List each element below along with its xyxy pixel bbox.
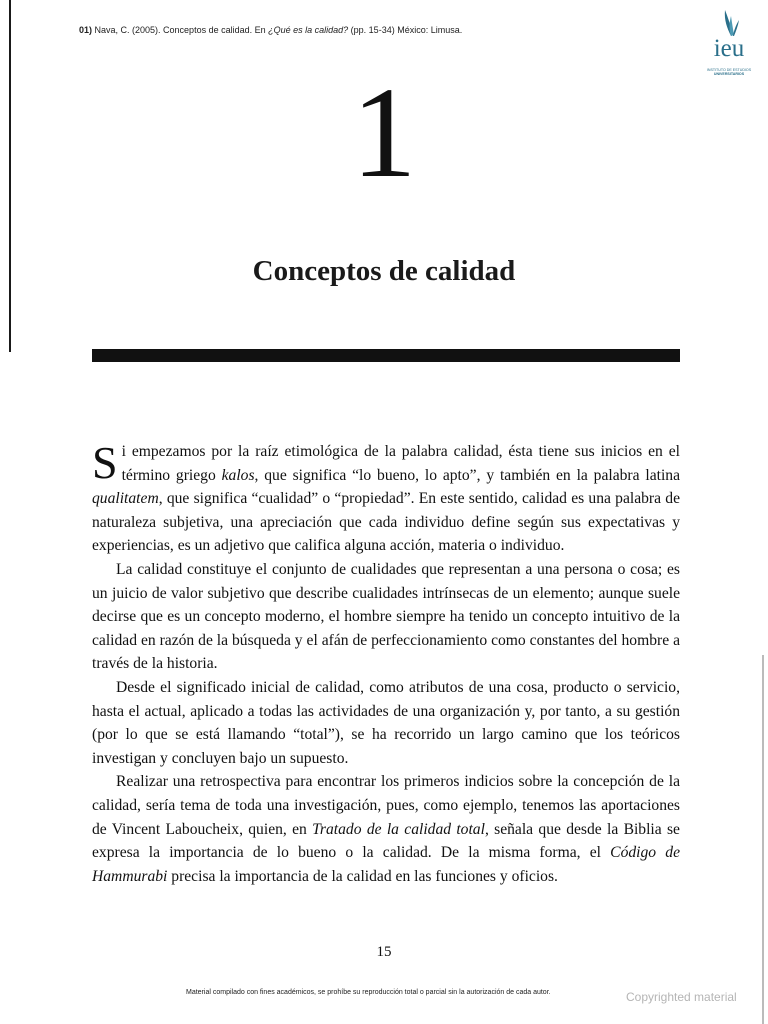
paragraph-1 xyxy=(92,437,681,558)
logo-subtitle-line1: INSTITUTO DE ESTUDIOS xyxy=(706,68,752,72)
drop-cap: S xyxy=(92,437,118,488)
citation-book-title: ¿Qué es la calidad? xyxy=(268,25,349,35)
term-kalos: kalos xyxy=(221,466,255,484)
paragraph-3: Desde el significado inicial de calidad, como atributos de una cosa, producto o servicio, hasta el actual, aplicado a todas las actividades de una organización y, por tanto, a su gestión (por lo que se está llamando “total”), se ha recorrido un largo camino que los teóricos investigan y concluyen bajo un supuesto. xyxy=(92,678,680,767)
paragraph-4 xyxy=(92,770,680,888)
body-text xyxy=(92,437,681,888)
citation-header xyxy=(79,25,679,35)
book-title-tratado: Tratado de la calidad total xyxy=(312,820,485,838)
logo-wordmark: ieu xyxy=(713,35,745,62)
title-rule xyxy=(92,349,680,362)
book-title-codigo: Código de Hammurabi xyxy=(92,844,680,885)
term-qualitatem: qualitatem xyxy=(92,490,159,508)
paragraph-4-part-b: , señala que desde la Biblia se expresa la importancia de lo bueno o la calidad. De la misma forma, el xyxy=(92,820,680,862)
citation-text: Nava, C. (2005). Conceptos de calidad. En xyxy=(92,25,269,35)
footer-note: Material compilado con fines académicos, se prohíbe su reproducción total o parcial sin la autorización de cada autor. xyxy=(186,989,551,996)
wing-icon xyxy=(700,8,758,38)
paragraph-1-part-c: , que significa “cualidad” o “propiedad”. En este sentido, calidad es una palabra de naturaleza subjetiva, una apreciación que cada individuo define según sus expectativas y experiencias, es un adjetivo que califica alguna acción, materia o individuo. xyxy=(92,490,680,555)
logo-subtitle-line2: UNIVERSITARIOS xyxy=(713,72,745,77)
chapter-number: 1 xyxy=(351,61,417,205)
chapter-title: Conceptos de calidad xyxy=(252,255,516,287)
paragraph-2: La calidad constituye el conjunto de cualidades que representan a una persona o cosa; es un juicio de valor subjetivo que describe cualidades intrínsecas de un elemento; aunque suele decirse que es un concepto moderno, el hombre siempre ha tenido un concepto intuitivo de la calidad en razón de la búsqueda y el afán de perfeccionamiento como constantes del hombre a través de la historia. xyxy=(92,560,680,673)
paragraph-1-part-a: i empezamos por la raíz etimológica de la palabra calidad, ésta tiene sus inicios en el término griego xyxy=(121,443,680,484)
citation-number: 01) xyxy=(79,25,93,35)
copyright-watermark: Copyrighted material xyxy=(626,990,737,1004)
page-number: 15 xyxy=(376,944,392,960)
paragraph-4-part-c: precisa la importancia de la calidad en las funciones y oficios. xyxy=(167,867,558,885)
paragraph-1-part-b: , que significa “lo bueno, lo apto”, y también en la palabra latina xyxy=(254,466,681,484)
paragraph-4-part-a: Realizar una retrospectiva para encontrar los primeros indicios sobre la concepción de la calidad, sería tema de toda una investigación, pues, como ejemplo, tenemos las aportaciones de Vincent Laboucheix, quien, en xyxy=(92,773,680,838)
scan-edge-right xyxy=(762,655,764,1024)
citation-pages: (pp. 15-34) México: Limusa. xyxy=(348,25,463,35)
